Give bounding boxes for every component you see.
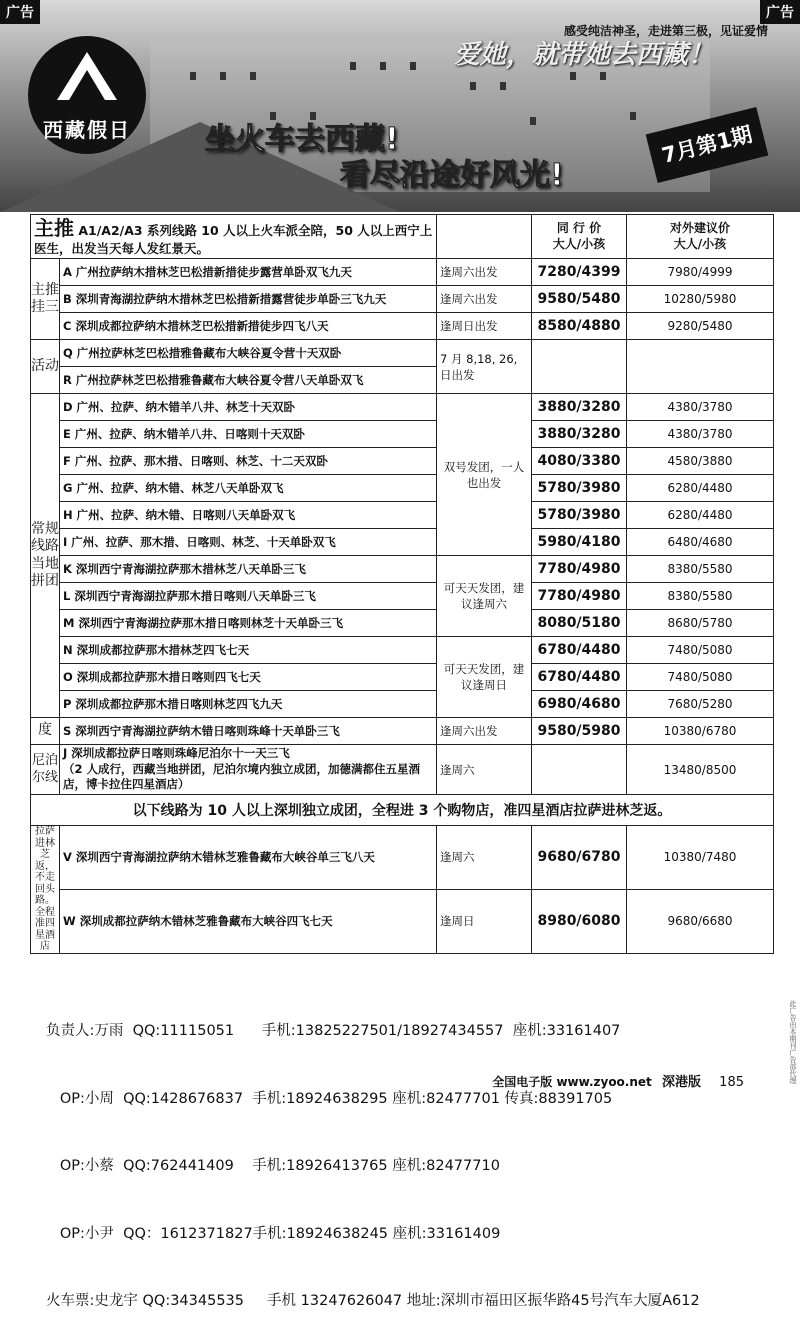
header-col-peer: 同 行 价 大人/小孩 xyxy=(532,215,627,259)
route-name: V 深圳西宁青海湖拉萨纳木错林芝雅鲁藏布大峡谷单三飞八天 xyxy=(60,826,437,890)
retail-price: 8380/5580 xyxy=(627,583,774,610)
route-name: A 广州拉萨纳木措林芝巴松措新措徒步露营单卧双飞九天 xyxy=(60,259,437,286)
price-table xyxy=(30,214,774,954)
issue-badge: 7月第1期 xyxy=(646,107,769,183)
category-special: 拉萨进林芝返，不走回头路。全程准四星酒店 xyxy=(31,826,60,954)
departure: 逢周日出发 xyxy=(437,313,532,340)
route-name: E 广州、拉萨、纳木错羊八井、日喀则十天双卧 xyxy=(60,421,437,448)
contact-line: 火车票:史龙宇 QQ:34345535 手机 13247626047 地址:深圳市福田区振华路45号汽车大厦A612 xyxy=(46,1293,700,1309)
contact-line: OP:小周 QQ:1428676837 手机:18924638295 座机:82477701 传真:88391705 xyxy=(46,1090,613,1107)
route-name: L 深圳西宁青海湖拉萨那木措日喀则八天单卧三飞 xyxy=(60,583,437,610)
table-row xyxy=(31,313,774,340)
route-name: R 广州拉萨林芝巴松措雅鲁藏布大峡谷夏令营八天单卧双飞 xyxy=(60,367,437,394)
footer xyxy=(492,1071,744,1090)
table-row xyxy=(31,475,774,502)
table-row xyxy=(31,691,774,718)
contact-line: OP:小蔡 QQ:762441409 手机:18926413765 座机:82477710 xyxy=(46,1158,500,1174)
peer-price xyxy=(532,745,627,795)
table-row xyxy=(31,259,774,286)
logo-name: 西藏假日 xyxy=(43,118,131,142)
brand-logo xyxy=(28,36,146,154)
table-row xyxy=(31,637,774,664)
retail-price: 4380/3780 xyxy=(627,394,774,421)
route-name: P 深圳成都拉萨那木措日喀则林芝四飞九天 xyxy=(60,691,437,718)
table-row xyxy=(31,502,774,529)
route-name: B 深圳青海湖拉萨纳木措林芝巴松措新措露营徒步单卧三飞九天 xyxy=(60,286,437,313)
retail-price: 4380/3780 xyxy=(627,421,774,448)
departure: 逢周六出发 xyxy=(437,286,532,313)
contacts-block xyxy=(46,975,700,1335)
footer-site: 全国电子版 www.zyoo.net xyxy=(492,1075,652,1089)
table-row xyxy=(31,556,774,583)
retail-price: 9680/6680 xyxy=(627,889,774,953)
peer-price: 9580/5980 xyxy=(532,718,627,745)
table-row xyxy=(31,529,774,556)
peer-price: 9580/5480 xyxy=(532,286,627,313)
table-row xyxy=(31,610,774,637)
retail-price: 9280/5480 xyxy=(627,313,774,340)
route-name: C 深圳成都拉萨纳木措林芝巴松措新措徒步四飞八天 xyxy=(60,313,437,340)
headline-2: 看尽沿途好风光! xyxy=(340,158,564,193)
route-name: M 深圳西宁青海湖拉萨那木措日喀则林芝十天单卧三飞 xyxy=(60,610,437,637)
peer-price: 3880/3280 xyxy=(532,421,627,448)
retail-price: 7480/5080 xyxy=(627,664,774,691)
departure: 逢周六出发 xyxy=(437,718,532,745)
table-row xyxy=(31,583,774,610)
peer-price: 9680/6780 xyxy=(532,826,627,890)
header-desc-cell xyxy=(31,215,437,259)
retail-price: 6480/4680 xyxy=(627,529,774,556)
table-row xyxy=(31,448,774,475)
route-name: J 深圳成都拉萨日喀则珠峰尼泊尔十一天三飞 （2 人成行，西藏当地拼团，尼泊尔境内独立成团，加德满都住五星酒店，博卡拉住四星酒店） xyxy=(60,745,437,795)
route-name: I 广州、拉萨、那木措、日喀则、林芝、十天单卧双飞 xyxy=(60,529,437,556)
retail-price: 4580/3880 xyxy=(627,448,774,475)
departure: 逢周日 xyxy=(437,889,532,953)
retail-price: 7480/5080 xyxy=(627,637,774,664)
group-note: 以下线路为 10 人以上深圳独立成团，全程进 3 个购物店，准四星酒店拉萨进林芝返。 xyxy=(31,795,774,826)
retail-price: 10380/6780 xyxy=(627,718,774,745)
peer-price: 8080/5180 xyxy=(532,610,627,637)
table-row xyxy=(31,745,774,795)
retail-price: 10380/7480 xyxy=(627,826,774,890)
departure: 双号发团，一人也出发 xyxy=(437,394,532,556)
retail-price: 10280/5980 xyxy=(627,286,774,313)
retail-price: 6280/4480 xyxy=(627,502,774,529)
peer-price: 8580/4880 xyxy=(532,313,627,340)
header-col-retail: 对外建议价 大人/小孩 xyxy=(627,215,774,259)
route-name: K 深圳西宁青海湖拉萨那木措林芝八天单卧三飞 xyxy=(60,556,437,583)
header-label: 主推 xyxy=(34,216,74,241)
table-row xyxy=(31,394,774,421)
route-name: D 广州、拉萨、纳木错羊八井、林芝十天双卧 xyxy=(60,394,437,421)
retail-price: 7680/5280 xyxy=(627,691,774,718)
peer-price: 6780/4480 xyxy=(532,637,627,664)
departure: 7 月 8,18, 26, 日出发 xyxy=(437,340,532,394)
route-name: W 深圳成都拉萨纳木错林芝雅鲁藏布大峡谷四飞七天 xyxy=(60,889,437,953)
table-row xyxy=(31,718,774,745)
peer-price: 5780/3980 xyxy=(532,475,627,502)
peer-price: 4080/3380 xyxy=(532,448,627,475)
banner xyxy=(0,0,800,212)
retail-price: 7980/4999 xyxy=(627,259,774,286)
table-header-row xyxy=(31,215,774,259)
category-activity: 活动 xyxy=(31,340,60,394)
route-name: G 广州、拉萨、纳木错、林芝八天单卧双飞 xyxy=(60,475,437,502)
page-number: 185 xyxy=(719,1075,744,1090)
peer-price: 7280/4399 xyxy=(532,259,627,286)
table-row xyxy=(31,889,774,953)
route-name: S 深圳西宁青海湖拉萨纳木错日喀则珠峰十天单卧三飞 xyxy=(60,718,437,745)
peer-price: 8980/6080 xyxy=(532,889,627,953)
departure: 可天天发团，建议逢周日 xyxy=(437,637,532,718)
category-degree: 度 xyxy=(31,718,60,745)
headline-1: 坐火车去西藏! xyxy=(205,122,399,157)
side-note: 此广告由本期刊广告部代理 xyxy=(789,1000,797,1084)
ad-label-right: 广告 xyxy=(760,0,800,24)
note-row xyxy=(31,795,774,826)
table-row xyxy=(31,826,774,890)
route-name: O 深圳成都拉萨那木措日喀则四飞七天 xyxy=(60,664,437,691)
route-name: H 广州、拉萨、纳木错、日喀则八天单卧双飞 xyxy=(60,502,437,529)
departure: 逢周六出发 xyxy=(437,259,532,286)
contact-line: OP:小尹 QQ：1612371827手机:18924638245 座机:33161409 xyxy=(46,1225,501,1242)
peer-price: 6780/4480 xyxy=(532,664,627,691)
category-nepal: 尼泊尔线 xyxy=(31,745,60,795)
route-name: Q 广州拉萨林芝巴松措雅鲁藏布大峡谷夏令营十天双卧 xyxy=(60,340,437,367)
retail-price: 8680/5780 xyxy=(627,610,774,637)
table-row xyxy=(31,286,774,313)
route-name: F 广州、拉萨、那木措、日喀则、林芝、十二天双卧 xyxy=(60,448,437,475)
ad-label-left: 广告 xyxy=(0,0,40,24)
peer-price: 5980/4180 xyxy=(532,529,627,556)
table-row xyxy=(31,340,774,367)
peer-price: 7780/4980 xyxy=(532,556,627,583)
footer-edition: 深港版 xyxy=(661,1075,701,1090)
peer-price: 3880/3280 xyxy=(532,394,627,421)
retail-price: 13480/8500 xyxy=(627,745,774,795)
category-main-push: 主推挂三 xyxy=(31,259,60,340)
peer-price: 7780/4980 xyxy=(532,583,627,610)
table-row xyxy=(31,664,774,691)
peer-price: 5780/3980 xyxy=(532,502,627,529)
departure: 逢周六 xyxy=(437,745,532,795)
love-line: 爱她，就带她去西藏！ xyxy=(454,40,715,70)
table-row xyxy=(31,421,774,448)
route-name: N 深圳成都拉萨那木措林芝四飞七天 xyxy=(60,637,437,664)
header-desc: A1/A2/A3 系列线路 10 人以上火车派全陪，50 人以上西宁上医生，出发当天每人发红景天。 xyxy=(34,223,433,257)
departure: 可天天发团，建议逢周六 xyxy=(437,556,532,637)
slogan: 感受纯洁神圣，走进第三极，见证爱情 xyxy=(563,24,768,38)
retail-price: 6280/4480 xyxy=(627,475,774,502)
peer-price: 6980/4680 xyxy=(532,691,627,718)
retail-price: 8380/5580 xyxy=(627,556,774,583)
departure: 逢周六 xyxy=(437,826,532,890)
contact-line: 负责人:万雨 QQ:11115051 手机:13825227501/18927434557 座机:33161407 xyxy=(46,1023,621,1039)
category-regular: 常规线路当地拼团 xyxy=(31,394,60,718)
